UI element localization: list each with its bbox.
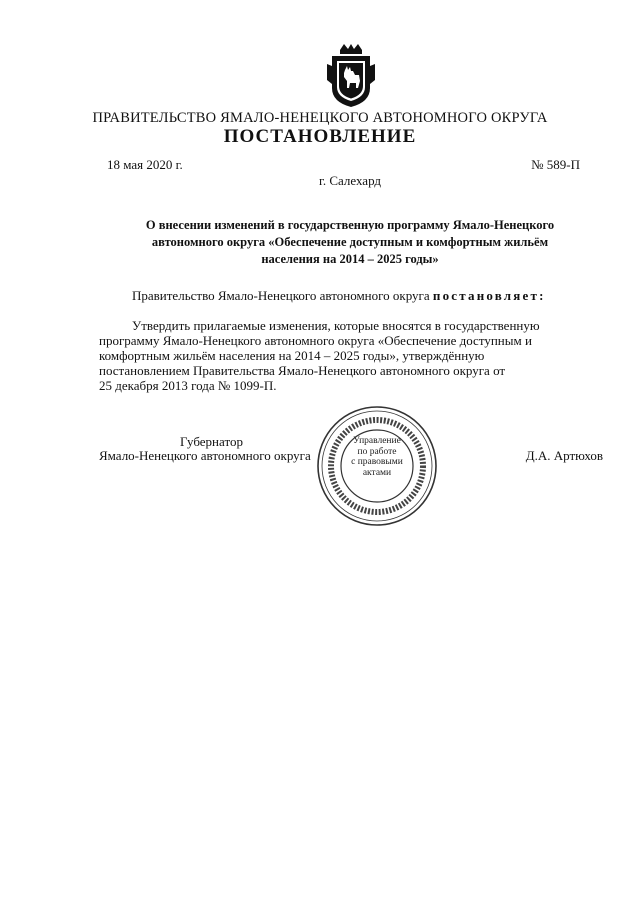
- subject-line: О внесении изменений в государственную программу Ямало-Ненецкого: [145, 218, 555, 232]
- government-title: ПРАВИТЕЛЬСТВО ЯМАЛО-НЕНЕЦКОГО АВТОНОМНОГО ОКРУГА: [92, 110, 548, 126]
- document-number: № 589-П: [531, 157, 580, 172]
- preamble-text: Правительство Ямало-Ненецкого автономного округа: [132, 288, 433, 303]
- document-date: 18 мая 2020 г.: [107, 157, 183, 172]
- preamble: [132, 288, 546, 304]
- stamp-line: актами: [362, 467, 392, 478]
- body-line: комфортным жильём населения на 2014 – 2025 годы», утверждённую: [99, 348, 485, 363]
- body-line: Утвердить прилагаемые изменения, которые вносятся в государственную: [132, 318, 540, 333]
- signatory-organization: Ямало-Ненецкого автономного округа: [99, 448, 311, 463]
- body-line: программу Ямало-Ненецкого автономного округа «Обеспечение доступным и: [99, 333, 532, 348]
- stamp-line: Управление: [353, 436, 401, 446]
- decree-word: постановляет:: [432, 288, 546, 303]
- signatory-name: Д.А. Артюхов: [525, 448, 603, 463]
- subject-line: населения на 2014 – 2025 годы»: [261, 252, 439, 266]
- document-city: г. Салехард: [318, 173, 382, 188]
- subject-line: автономного округа «Обеспечение доступным и комфортным жильём: [151, 235, 549, 249]
- signatory-role: Губернатор: [180, 434, 243, 449]
- stamp-line: по работе: [357, 446, 397, 457]
- decree-body: [99, 318, 606, 393]
- stamp-center-text: [333, 436, 421, 478]
- coat-of-arms-icon: [326, 44, 376, 108]
- stamp-line: с правовыми: [351, 457, 403, 467]
- document-kind-title: ПОСТАНОВЛЕНИЕ: [223, 126, 417, 147]
- body-line: постановлением Правительства Ямало-Ненецкого автономного округа от: [99, 363, 506, 378]
- body-line: 25 декабря 2013 года № 1099-П.: [99, 378, 277, 393]
- document-subject: [100, 217, 600, 268]
